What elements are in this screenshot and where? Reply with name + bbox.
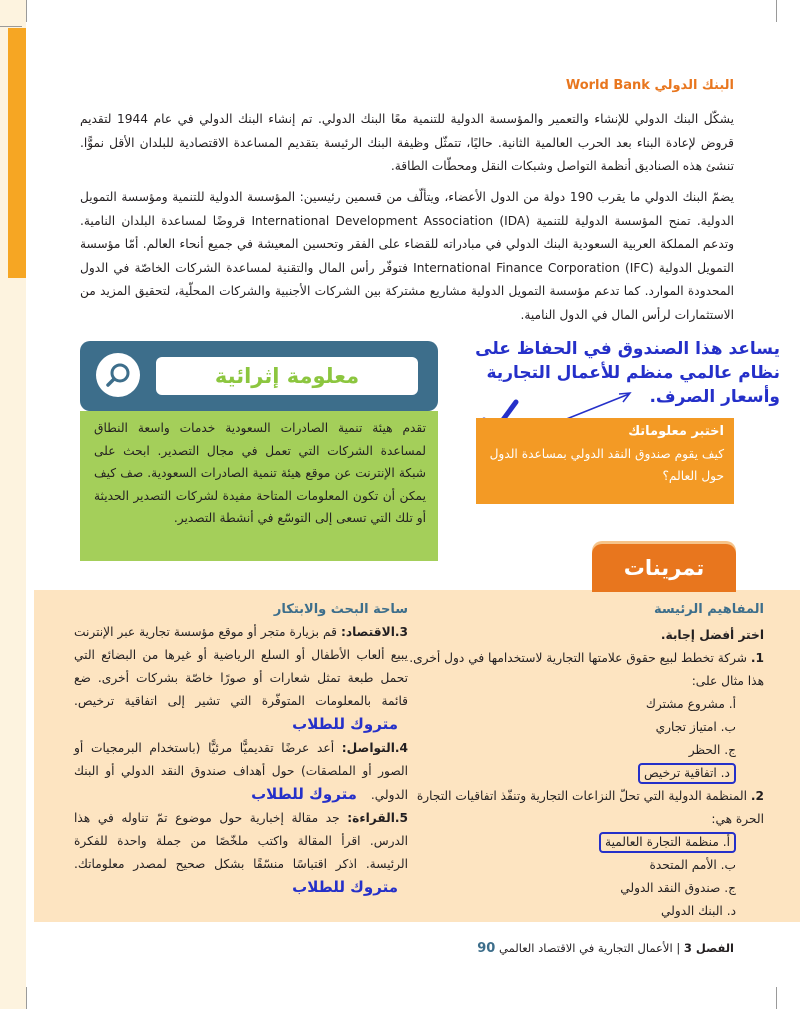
instruction: اختر أفضل إجابة. [660, 628, 764, 642]
crop-mark [776, 987, 777, 1009]
option: ج. صندوق النقد الدولي [620, 881, 736, 895]
key-concepts-column [394, 598, 764, 923]
question-number: 3. [394, 625, 408, 639]
quiz-question: كيف يقوم صندوق النقد الدولي بمساعدة الدول حول العالم؟ [489, 447, 724, 483]
question-1 [394, 647, 764, 693]
question-3 [74, 621, 408, 737]
question-label: القراءة: [347, 811, 395, 825]
crop-mark [26, 987, 27, 1009]
search-icon [96, 353, 140, 397]
paragraph-world-bank-structure: يضمّ البنك الدولي ما يقرب 190 دولة من الدول الأعضاء، ويتألّف من قسمين رئيسين: المؤسسة الدولية للتنمية ومؤسسة التمويل الدولية. تمنح المؤسسة الدولية للتنمية (International Development Association (IDA قروضًا لمساعدة البلدان النامية. وتدعم المملكة العربية السعودية البنك الدولي في مبادراته للقضاء على الفقر وتحسين المعيشة في جميع أنحاء العالم. أمّا مؤسسة التمويل الدولية (International Finance Corporation (IFC فتوفّر رأس المال والتقنية لمساعدة الشركات الخاصّة في الدول المحدودة الموارد. كما تدعم مؤسسة التمويل الدولية مشاريع مشتركة بين الشركات الأجنبية والشركات المحلّية، لتحقيق المزيد من الاستثمارات لرأس المال في الدول النامية. [80, 190, 734, 322]
exercises-title: تمرينات [623, 556, 705, 580]
crop-mark [26, 0, 27, 22]
question-5 [74, 807, 408, 900]
selected-answer-circle: د. اتفاقية ترخيص [638, 763, 736, 784]
handwritten-note: متروك للطلاب [292, 878, 398, 896]
key-concepts-title: المفاهيم الرئيسة [653, 602, 764, 617]
option: ب. الأمم المتحدة [649, 858, 736, 872]
question-text: شركة تخطط لبيع حقوق علامتها التجارية لاستخدامها في دول أخرى. هذا مثال على: [409, 651, 764, 688]
question-number: 4. [394, 741, 408, 755]
option-selected [394, 831, 736, 854]
crop-mark [776, 0, 777, 22]
enrichment-body: تقدم هيئة تنمية الصادرات السعودية خدمات واسعة النطاق لمساعدة الشركات التي تعمل في مجال التصدير. ابحث على شبكة الإنترنت عن موقع هيئة تنمية الصادرات السعودية. صف كيف يمكن أن تكون المعلومات المتاحة مفيدة لشركات التصدير الحديثة أو تلك التي تسعى إلى التوسّع في أنشطة التصدير. [80, 411, 438, 561]
quiz-box [476, 418, 734, 504]
crop-mark [0, 26, 22, 27]
research-column [74, 598, 408, 900]
enrichment-title: معلومة إثرائية [156, 357, 418, 395]
quiz-title: اختبر معلوماتك [628, 424, 724, 439]
option: ب. امتياز تجاري [655, 720, 736, 734]
question-number: 5. [394, 811, 409, 825]
question-label: الاقتصاد: [340, 625, 395, 639]
page-footer [469, 941, 734, 956]
question-2-options [394, 831, 764, 923]
chapter-label: الفصل 3 [683, 941, 734, 955]
handwritten-note: متروك للطلاب [292, 715, 398, 733]
exercises-header-tab [592, 544, 736, 592]
handwritten-note: متروك للطلاب [251, 785, 357, 803]
question-label: التواصل: [341, 741, 395, 755]
question-2 [394, 785, 764, 831]
question-4 [74, 737, 408, 807]
option: ج. الحظر [688, 743, 736, 757]
exercises-panel [34, 590, 800, 922]
enrichment-header [80, 341, 438, 411]
chapter-title: الأعمال التجارية في الاقتصاد العالمي [499, 941, 673, 955]
question-number: 2. [750, 789, 764, 803]
question-number: 1. [750, 651, 764, 665]
question-text: أعد عرضًا تقديميًّا مرئيًّا (باستخدام البرمجيات أو الصور أو الملصقات) حول أهداف صندوق النقد الدولي أو البنك الدولي. [74, 741, 408, 802]
question-text: جد مقالة إخبارية حول موضوع تمّ تناوله في هذا الدرس. اقرأ المقالة واكتب ملخّصًا من جملة واحدة للفكرة الرئيسة. اذكر اقتباسًا منسّقًا بشكل صحيح لمصدر معلوماتك. [74, 811, 408, 871]
option: أ. مشروع مشترك [645, 697, 736, 711]
selected-answer-circle: أ. منظمة التجارة العالمية [599, 832, 736, 853]
question-text: المنظمة الدولية التي تحلّ النزاعات التجارية وتنفّذ اتفاقيات التجارة الحرة هي: [416, 789, 764, 826]
page-edge-accent [8, 28, 26, 278]
question-1-options [394, 693, 764, 785]
option: د. البنك الدولي [660, 904, 736, 918]
paragraph-world-bank-history: يشكّل البنك الدولي للإنشاء والتعمير والمؤسسة الدولية للتنمية معًا البنك الدولي. تم إنشاء البنك الدولي في عام 1944 لتقديم قروض لإعادة البناء بعد الحرب العالمية الثانية. حاليًا، تتمثّل وظيفة البنك الرئيسة بتقديم المساعدة الاقتصادية للبلدان الأقل نموًّا. تنشئ هذه الصناديق أنظمة التواصل وشبكات النقل ومحطّات الطاقة. [80, 112, 734, 173]
section-title: البنك الدولي World Bank [565, 78, 734, 93]
question-text: قم بزيارة متجر أو موقع مؤسسة تجارية عبر الإنترنت يبيع ألعاب الأطفال أو السلع الرياضية أو غيرها من البضائع التي تحمل طبعة تمثل شعارات أو صورًا خاصّة بشركات أخرى. ضع قائمة بالمعلومات المتوفّرة التي تشير إلى اتفاقية ترخيص. [74, 625, 408, 708]
footer-separator: | [676, 941, 681, 955]
handwritten-answer: يساعد هذا الصندوق في الحفاظ على نظام عالمي منظم للأعمال التجارية وأسعار الصرف. [475, 339, 780, 407]
research-title: ساحة البحث والابتكار [273, 602, 408, 617]
option-selected [394, 762, 736, 785]
page-number: 90 [477, 941, 496, 956]
